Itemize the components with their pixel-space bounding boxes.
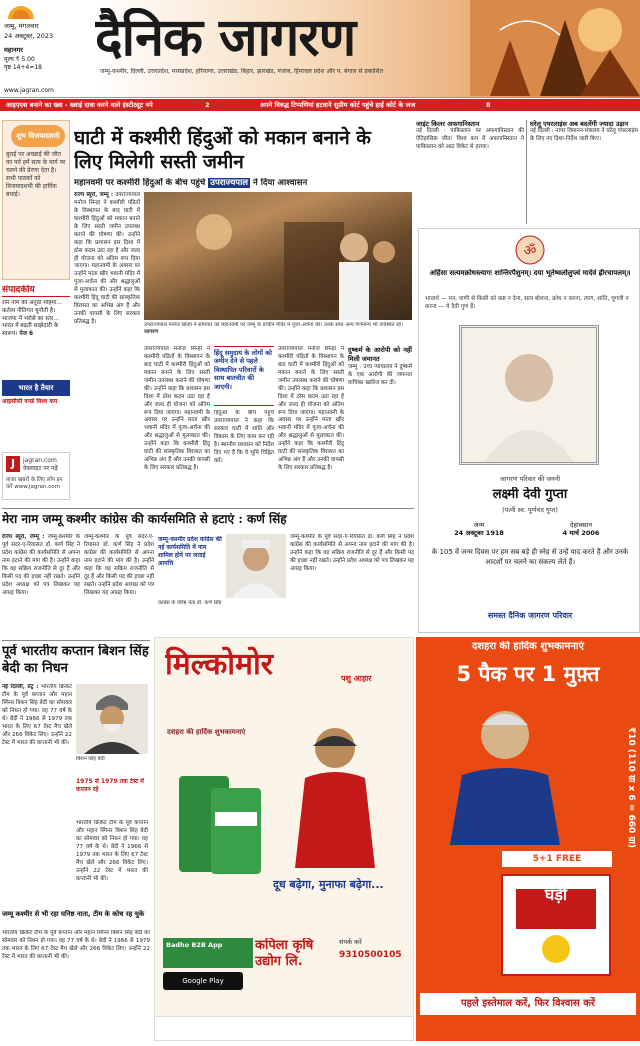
karan-dateline: राज्य ब्यूरो, जम्मू :: [2, 534, 45, 540]
ticker-left[interactable]: आइएएस बनाने का ख्वा - ख्वाई दावा करने वाले इंस्टीट्यूट नपे: [6, 101, 153, 109]
jagran-j-icon: J: [6, 456, 20, 472]
obit-tribute: के 105 वें जन्म दिवस पर हम सब बड़े ही स्नेह से उन्हें याद करते हैं और उनके आदर्शों पर चलने का संकल्प लेते हैं।: [431, 548, 629, 567]
obituary-ad: [418, 228, 640, 633]
ticker-right[interactable]: अपने विरुद्ध टिप्पणियां हटवाने सुप्रीम कोर्ट पहुंचे हाई कोर्ट के जज: [260, 101, 416, 109]
story2-body: नई दिल्ली : नागर विमानन मंत्रालय ने घरेलू एयरलाइंस के लिए नए दिशा-निर्देश जारी किए।: [530, 128, 638, 143]
om-icon: [515, 235, 545, 265]
milk-wish: दशहरा की हार्दिक शुभकामनाएं: [167, 728, 246, 736]
festival-text: बुराई पर अच्छाई की जीत का पर्व हमें सत्य के मार्ग पर चलने की प्रेरणा देता है। सभी पाठकों को विजयादशमी की हार्दिक बधाई।: [6, 151, 66, 199]
story3-headline[interactable]: दुष्कर्म के आरोपी को नहीं मिली जमानत: [348, 346, 412, 364]
newspaper-title: दैनिक जागरण: [95, 8, 356, 68]
subhead-highlight: उपराज्यपाल: [210, 178, 249, 188]
obit-shloka: अहिंसा सत्यमक्रोधस्त्यागः शान्तिरपैशुनम्। दया भूतेष्वलोलुप्त्वं मार्दवं ह्रीरचापलम्॥: [429, 269, 631, 277]
obit-family: समस्त दैनिक जागरण परिवार: [487, 611, 573, 620]
milk-slogan: दूध बढ़ेगा, मुनाफा बढ़ेगा...: [273, 878, 384, 891]
bedi-photo: [76, 684, 148, 754]
section-rule: [2, 508, 414, 509]
karan-col3: जम्मू-कश्मीर के पूर्व सदर-ए-रियासत डॉ. कर्ण सिंह ने प्रदेश कांग्रेस की कार्यसमिति से अपना नाम हटाने की मांग की है। उन्होंने कहा कि वह सक्रिय राजनीति से दूर हैं और किसी पद की इच्छा नहीं रखते। उन्होंने प्रदेश अध्यक्ष को पत्र लिखकर यह आग्रह किया।: [290, 534, 414, 572]
worldcup-sub: आइसीसी वनडे विश्व कप: [2, 398, 58, 405]
story2-headline[interactable]: घरेलू एयरलाइंस अब बदलेंगी ज्यादा उड़ान: [530, 120, 629, 128]
ghadi-promo: 5+1 FREE: [502, 851, 612, 867]
karan-caption: कांग्रेस के वरिष्ठ नेता डॉ. कर्ण सिंह: [158, 600, 222, 606]
masthead-website[interactable]: www.jagran.com: [4, 87, 54, 94]
ghadi-offer: 5 पैक पर 1 मुफ़्त: [456, 662, 600, 686]
karan-quote: जम्मू-कश्मीर प्रदेश कांग्रेस की नई कार्यसमिति में नाम शामिल होने पर जताई आपत्ति: [158, 536, 222, 568]
main-story-col3: हिंदुओं के बीच पहुंचे उपराज्यपाल ने कहा कि सरकार घाटी में शांति और विकास के लिए काम कर रही है। स्थानीय प्रशासन को निर्देश दिए गए हैं कि वे भूमि चिह्नित करें।: [214, 410, 274, 464]
masthead-pages: पृष्ठ 14+4=18: [4, 64, 42, 71]
bedi-headline[interactable]: पूर्व भारतीय कप्तान बिशन सिंह बेदी का निधन: [2, 644, 149, 676]
main-photo-caption: [144, 322, 412, 344]
main-body-cont: उपराज्यपाल मनोज सिन्हा ने कश्मीरी पंडितों के विस्थापन के बाद घाटी में कश्मीरी हिंदुओं को मकान बनाने के लिए सस्ती जमीन उपलब्ध कराने की घोषणा की। उन्होंने कहा कि प्रशासन इस दिशा में ठोस कदम उठा रहा है और जल्द ही योजना को अंतिम रूप दिया जाएगा। महानवमी के अवसर पर उन्होंने माता खीर भवानी मंदिर में पूजा-अर्चना की और श्रद्धालुओं से मुलाकात की। उन्होंने कहा कि कश्मीरी हिंदू घाटी की सांस्कृतिक विरासत का अभिन्न अंग हैं और उनकी वापसी के लिए सरकार प्रतिबद्ध है।: [144, 346, 210, 472]
bedi-fact: 1975 से 1979 तक टेस्ट में कप्तान रहे: [76, 778, 144, 794]
worldcup-banner: भारत है तैयार: [2, 380, 70, 396]
section-rule-2: [2, 640, 150, 641]
subhead-part-b: ने दिया आश्वासन: [253, 178, 308, 188]
died-date: 4 मार्च 2006: [562, 529, 600, 538]
main-dateline: राज्य ब्यूरो, जम्मू :: [74, 192, 114, 198]
editorial-body: राम नाम की अनूठा महिमा... कर्तव्य नीतिगत चुनौती है। भाजपा में भरोसे का स्तर... भारत में बढ़ती साझेदारी के स्वरूप।: [2, 300, 62, 338]
milk-dealer: कपिला कृषि उद्योग लि.: [255, 938, 314, 970]
masthead-price: मूल्य ₹ 5.00: [4, 56, 35, 63]
story1-headline[interactable]: जाइंट किलर अफगानिस्तान: [416, 120, 480, 128]
masthead-date: 24 अक्टूबर, 2023: [4, 32, 54, 40]
main-photo-art-icon: [144, 192, 412, 320]
main-story-col1: [74, 192, 140, 532]
photo-credit: जागरण: [144, 328, 158, 335]
milk-phone[interactable]: 9310500105: [339, 950, 402, 960]
editorial-page[interactable]: पेज 6: [19, 331, 33, 338]
google-play-button[interactable]: Google Play: [163, 972, 243, 990]
ghadi-brand: घड़ी: [544, 885, 568, 904]
main-body: उपराज्यपाल मनोज सिन्हा ने कश्मीरी पंडितों के विस्थापन के बाद घाटी में कश्मीरी हिंदुओं को मकान बनाने के लिए सस्ती जमीन उपलब्ध कराने की घोषणा की। उन्होंने कहा कि प्रशासन इस दिशा में ठोस कदम उठा रहा है और जल्द ही योजना को अंतिम रूप दिया जाएगा। महानवमी के अवसर पर उन्होंने माता खीर भवानी मंदिर में पूजा-अर्चना की और श्रद्धालुओं से मुलाकात की। उन्होंने कहा कि कश्मीरी हिंदू घाटी की सांस्कृतिक विरासत का अभिन्न अंग हैं और उनकी वापसी के लिए सरकार प्रतिबद्ध है।: [74, 192, 140, 325]
obit-in-memory: जागरण परिवार की जननी: [499, 475, 561, 483]
karan-photo: [226, 534, 286, 598]
obit-born: [439, 521, 519, 537]
died-label: देहावसान: [570, 521, 592, 529]
jagran-web-label: [23, 457, 58, 472]
karan-col1: [2, 534, 80, 638]
jagran-web-body: ताजा खबरों के लिए लॉग इन करें www.jagran.com: [6, 477, 63, 491]
main-subhead: [74, 178, 374, 189]
headline-ticker: [0, 99, 640, 111]
story3-body: जम्मू : उच्च न्यायालय ने दुष्कर्म के एक आरोपी की जमानत याचिका खारिज कर दी।: [348, 364, 412, 387]
main-story-col4: उपराज्यपाल मनोज सिन्हा ने कश्मीरी पंडितों के विस्थापन के बाद घाटी में कश्मीरी हिंदुओं को मकान बनाने के लिए सस्ती जमीन उपलब्ध कराने की घोषणा की। उन्होंने कहा कि प्रशासन इस दिशा में ठोस कदम उठा रहा है और जल्द ही योजना को अंतिम रूप दिया जाएगा। महानवमी के अवसर पर उन्होंने माता खीर भवानी मंदिर में पूजा-अर्चना की और श्रद्धालुओं से मुलाकात की। उन्होंने कहा कि कश्मीरी हिंदू घाटी की सांस्कृतिक विरासत का अभिन्न अंग हैं और उनकी वापसी के लिए सरकार प्रतिबद्ध है।: [278, 346, 344, 472]
karan-body: जम्मू-कश्मीर के पूर्व सदर-ए-रियासत डॉ. कर्ण सिंह ने प्रदेश कांग्रेस की कार्यसमिति से अपना नाम हटाने की मांग की है। उन्होंने कहा कि वह सक्रिय राजनीति से दूर हैं और किसी पद की इच्छा नहीं रखते। उन्होंने प्रदेश अध्यक्ष को पत्र लिखकर यह आग्रह किया।: [2, 534, 80, 596]
portrait-icon: [462, 328, 596, 462]
festival-pill: शुभ विजयादशमी: [11, 125, 65, 147]
feed-bag-icon: [175, 768, 265, 878]
milk-app[interactable]: Badho B2B App: [163, 938, 253, 968]
born-date: 24 अक्टूबर 1918: [454, 529, 504, 538]
bedi-col1: [2, 684, 72, 906]
ghadi-wish: दशहरा की हार्दिक शुभकामनाएं: [471, 641, 585, 652]
ghadi-price: ₹10 (110 ग्रा x 6 = 660 ग्रा): [626, 727, 636, 848]
story1-body: नई दिल्ली : पाकिस्तान पर अफगानिस्तान की ऐतिहासिक जीत। विश्व कप में अफगानिस्तान ने पाकिस्तान को आठ विकेट से हराया।: [416, 128, 524, 150]
karan-col2: जम्मू-कश्मीर के पूर्व सदर-ए-रियासत डॉ. कर्ण सिंह ने प्रदेश कांग्रेस की कार्यसमिति से अपना नाम हटाने की मांग की है। उन्होंने कहा कि वह सक्रिय राजनीति से दूर हैं और किसी पद की इच्छा नहीं रखते। उन्होंने प्रदेश अध्यक्ष को पत्र लिखकर यह आग्रह किया।: [84, 534, 154, 596]
dussehra-art-icon: [470, 0, 640, 96]
bedi-col3: भारतीय क्रिकेट टीम के पूर्व कप्तान और महान स्पिनर बिशन सिंह बेदी का सोमवार को निधन हो गया। वह 77 वर्ष के थे। बेदी ने 1966 से 1979 तक भारत के लिए 67 टेस्ट मैच खेले और 266 विकेट लिए। उन्होंने 22 टेस्ट में भारत की कप्तानी भी की।: [2, 930, 150, 960]
masthead-edition: महानगर: [4, 46, 23, 54]
jagran-label: jagran.com: [23, 457, 57, 464]
bedi-bottom-headline[interactable]: जम्मू कश्मीर से भी रहा घनिष्ठ नाता, टीम के कोच रह चुके: [2, 910, 145, 918]
main-headline[interactable]: घाटी में कश्मीरी हिंदुओं को मकान बनाने के लिए मिलेगी सस्ती जमीन: [74, 127, 371, 174]
main-story-col5: [348, 346, 412, 532]
jagran-web-ad[interactable]: [2, 452, 70, 500]
main-photo: [144, 192, 412, 320]
bedi-caption: बिशन सिंह बेदी: [76, 756, 105, 762]
obit-died: [541, 521, 621, 537]
bedi-body: भारतीय क्रिकेट टीम के पूर्व कप्तान और महान स्पिनर बिशन सिंह बेदी का सोमवार को निधन हो गया। वह 77 वर्ष के थे। बेदी ने 1966 से 1979 तक भारत के लिए 67 टेस्ट मैच खेले और 266 विकेट लिए। उन्होंने 22 टेस्ट में भारत की कप्तानी भी की।: [2, 684, 72, 746]
main-pull-quote: हिंदू समुदाय के लोगों को जमीन देने से पहले विस्थापित परिवारों के साथ बातचीत की जाएगी।: [214, 346, 274, 406]
celebrity-figure-icon-2: [430, 695, 580, 845]
obit-photo-frame: [459, 325, 599, 465]
ticker-right-page: 8: [486, 101, 491, 109]
karan-headline[interactable]: मेरा नाम जम्मू कश्मीर कांग्रेस की कार्यसमिति से हटाएं : कर्ण सिंह: [2, 512, 287, 526]
bedi-col2: भारतीय क्रिकेट टीम के पूर्व कप्तान और महान स्पिनर बिशन सिंह बेदी का सोमवार को निधन हो गया। वह 77 वर्ष के थे। बेदी ने 1966 से 1979 तक भारत के लिए 67 टेस्ट मैच खेले और 266 विकेट लिए। उन्होंने 22 टेस्ट में भारत की कप्तानी भी की।: [76, 820, 148, 882]
column-divider: [526, 120, 527, 224]
editorial-text: [2, 300, 70, 339]
subhead-part-a: महानवमी पर कश्मीरी हिंदुओं के बीच पहुंचे: [74, 178, 206, 188]
photo-caption-text: उपराज्यपाल मनोज सिन्हा ने सोमवार को महानवमी पर जम्मू के प्राचीन मंदिर में पूजा-अर्चना की। उनके साथ अन्य गणमान्य भी उपस्थित रहे।: [144, 322, 404, 328]
milk-brand: मिल्कोमोर: [165, 647, 274, 682]
masthead-states: जम्मू-कश्मीर, दिल्ली, उत्तरप्रदेश, मध्यप्रदेश, हरियाणा, उत्तराखंड, बिहार, झारखंड, पंजाब, हिमाचल प्रदेश और प. बंगाल से प्रकाशित: [100, 68, 383, 75]
milk-tag: पशु आहार: [341, 674, 372, 683]
bedi-dateline: नई दिल्ली, प्रेट्र :: [2, 684, 39, 690]
editorial-title: संपादकीय: [2, 285, 70, 297]
obit-spouse: (पत्नी स्व. पूर्णचंद गुप्त): [502, 506, 558, 514]
masthead-city: जम्मू, मंगलवार: [4, 22, 39, 30]
ghadi-tagline: पहले इस्तेमाल करें, फिर विश्वास करें: [420, 993, 636, 1015]
milk-partner-strip: [155, 1016, 414, 1040]
story2: [530, 120, 638, 224]
milk-dealer-label: संपर्क करें: [339, 938, 362, 946]
celebrity-figure-icon: [275, 718, 395, 868]
bedi-portrait-icon: [76, 684, 148, 754]
svg-text:ॐ: ॐ: [523, 243, 537, 259]
obit-name: लक्ष्मी देवी गुप्ता: [492, 487, 568, 502]
ghadi-ad[interactable]: [416, 637, 640, 1041]
obit-intro: भावार्थ — मन, वाणी से किसी को कष्ट न देना, सत्य बोलना, क्रोध न करना, त्याग, शांति, चुगली न करना — ये दैवी गुण हैं।: [425, 296, 629, 311]
main-story-col2: [144, 346, 210, 532]
born-label: जन्म: [473, 521, 485, 529]
milkomore-ad[interactable]: [154, 637, 414, 1041]
ticker-left-page: 2: [205, 101, 210, 109]
festival-greeting-ad: [2, 120, 70, 280]
story1: [416, 120, 524, 224]
karan-portrait-icon: [226, 534, 286, 598]
jagran-sub: वेबसाइट पर पढ़ें: [23, 464, 58, 472]
sun-logo-icon: [6, 6, 36, 20]
